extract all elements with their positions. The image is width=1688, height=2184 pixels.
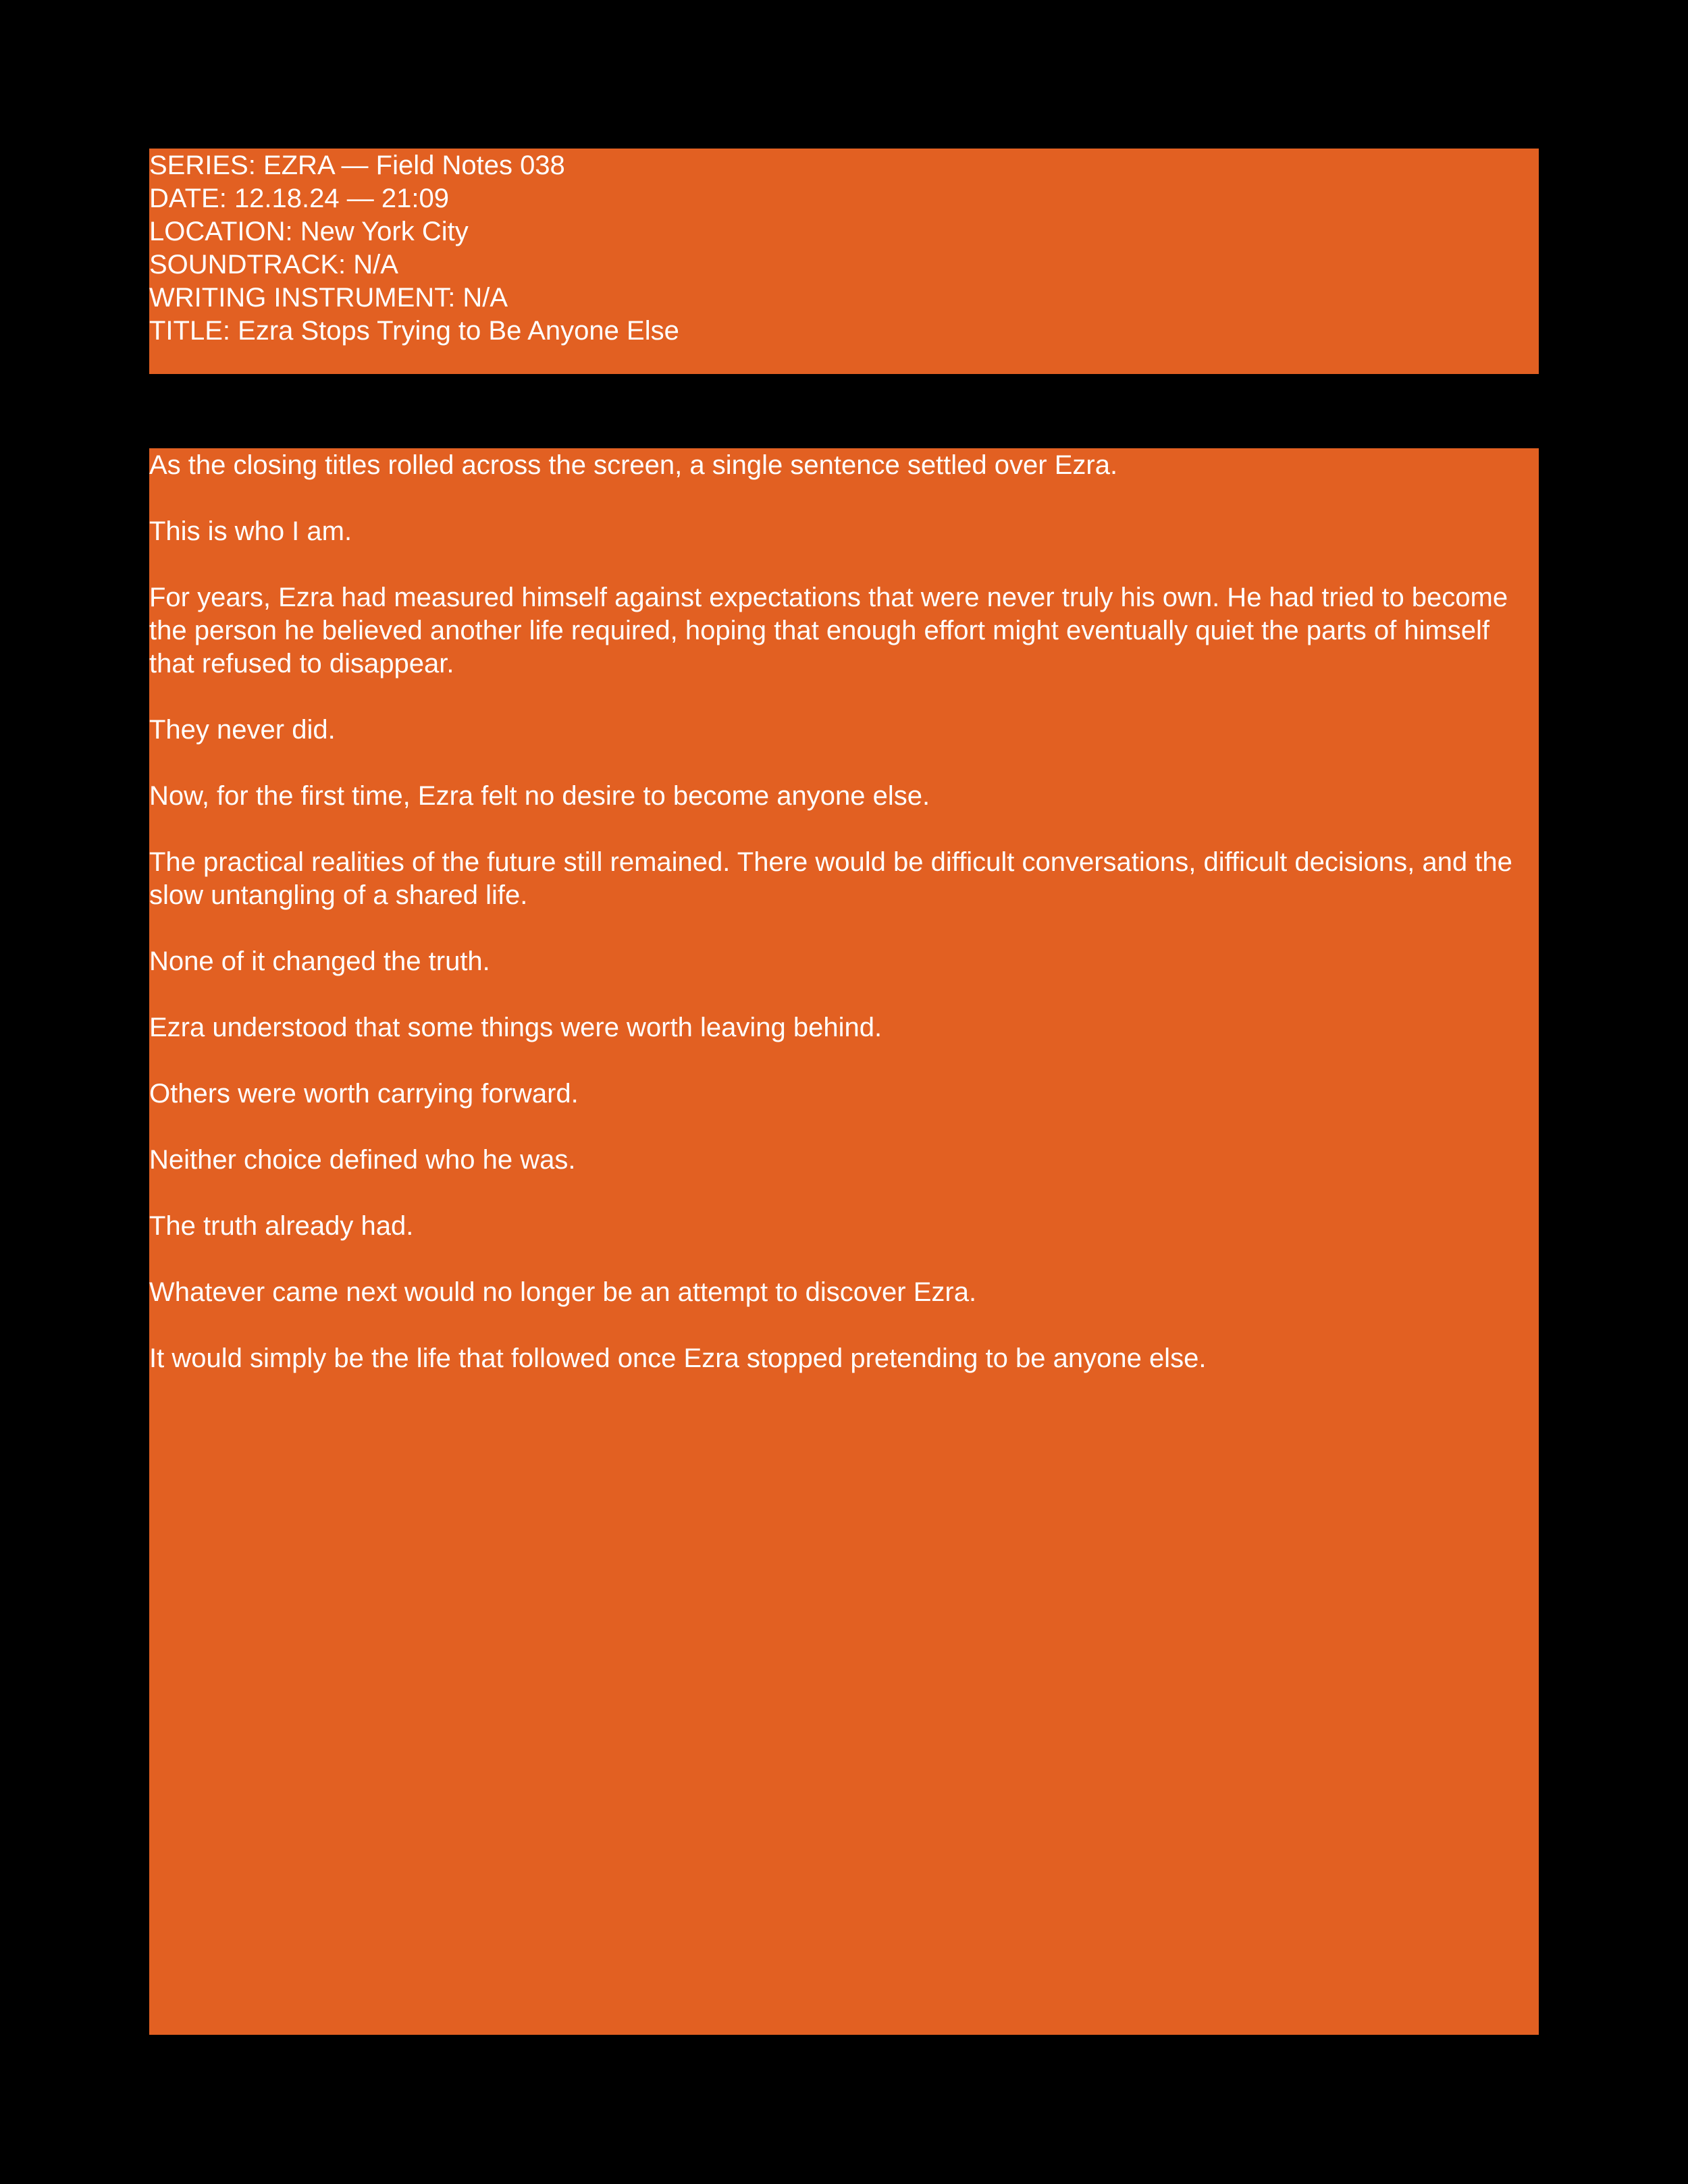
paragraph: Ezra understood that some things were worth leaving behind. xyxy=(149,1013,882,1042)
paragraph: As the closing titles rolled across the screen, a single sentence settled over Ezra. xyxy=(149,450,1118,480)
title-line: TITLE: Ezra Stops Trying to Be Anyone Else xyxy=(149,316,679,346)
paragraph: The truth already had. xyxy=(149,1211,414,1241)
paragraph: Whatever came next would no longer be an attempt to discover Ezra. xyxy=(149,1277,977,1307)
story-body xyxy=(149,448,1539,2035)
paragraph: It would simply be the life that followed once Ezra stopped pretending to be anyone else. xyxy=(149,1343,1207,1373)
paragraph: For years, Ezra had measured himself against expectations that were never truly his own. He had tried to become the person he believed another life required, hoping that enough effort might eventually quiet the parts of himself that refused to disappear. xyxy=(149,583,1508,678)
writing-instrument-line: WRITING INSTRUMENT: N/A xyxy=(149,283,508,313)
paragraph: Neither choice defined who he was. xyxy=(149,1145,576,1175)
paragraph: Now, for the first time, Ezra felt no desire to become anyone else. xyxy=(149,781,930,811)
paragraph: This is who I am. xyxy=(149,516,352,546)
series-line: SERIES: EZRA — Field Notes 038 xyxy=(149,151,565,180)
paragraph: Others were worth carrying forward. xyxy=(149,1079,579,1109)
paragraph: The practical realities of the future still remained. There would be difficult conversations, difficult decisions, and the slow untangling of a shared life. xyxy=(149,847,1512,910)
soundtrack-line: SOUNDTRACK: N/A xyxy=(149,250,398,279)
location-line: LOCATION: New York City xyxy=(149,217,469,246)
paragraph: They never did. xyxy=(149,715,336,745)
paragraph: None of it changed the truth. xyxy=(149,947,490,976)
metadata-header xyxy=(149,149,1539,374)
date-line: DATE: 12.18.24 — 21:09 xyxy=(149,184,449,213)
